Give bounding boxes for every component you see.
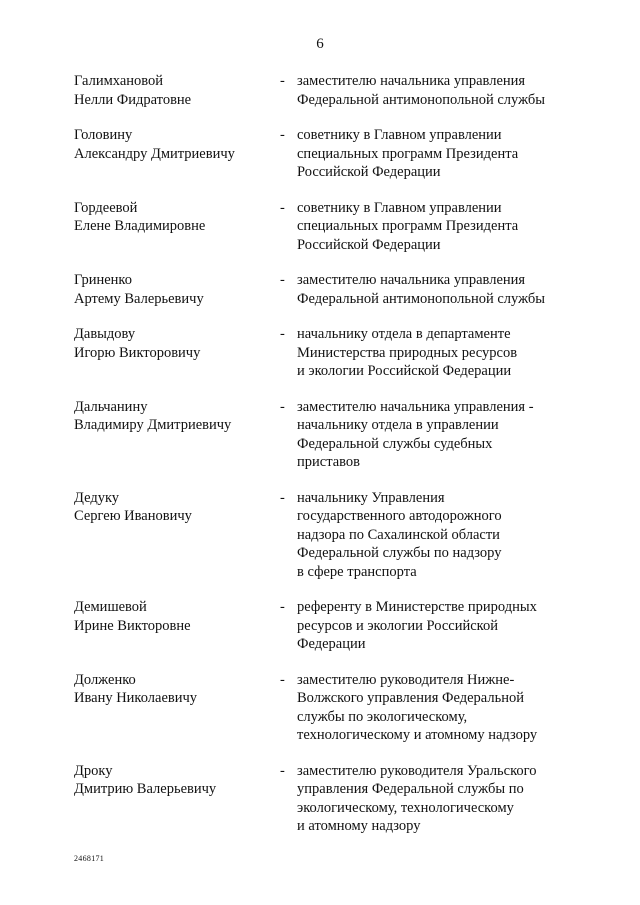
position-title [297,126,577,182]
list-item [74,671,574,745]
position-title-line: экологическому, технологическому [297,799,514,816]
person-name-line: Головину [74,127,133,143]
position-title-line: советнику в Главном управлении [297,199,502,216]
position-title-line: управления Федеральной службы по [297,781,524,797]
person-name-line: Владимиру Дмитриевичу [74,417,232,433]
dash-separator: - [280,398,285,415]
person-name-line: Долженко [74,671,136,688]
position-title-line: надзора по Сахалинской области [297,526,500,543]
person-name [74,762,274,799]
person-name-line: Дмитрию Валерьевичу [74,781,217,797]
dash-separator: - [280,127,285,143]
dash-separator: - [280,73,285,89]
dash-separator: - [280,272,285,288]
person-name-line: Елене Владимировне [74,218,206,234]
person-name-line: Александру Дмитриевичу [74,145,235,162]
person-name-line: Ирине Викторовне [74,617,191,634]
person-name-line: Галимхановой [74,73,164,89]
position-title [297,762,577,836]
list-item [74,325,574,381]
position-title-line: заместителю начальника управления [297,272,526,288]
list-item [74,199,574,255]
position-title-line: в сфере транспорта [297,563,417,580]
position-title-line: специальных программ Президента [297,218,519,234]
position-title-line: специальных программ Президента [297,145,519,162]
person-name-line: Артему Валерьевичу [74,290,204,307]
position-title [297,72,577,109]
person-name-line: Дроку [74,762,113,779]
position-title [297,598,577,654]
position-title [297,398,577,472]
person-name-line: Нелли Фидратовне [74,91,192,108]
list-item [74,398,574,472]
position-title-line: Федеральной службы по надзору [297,545,502,561]
person-name [74,398,274,435]
position-title-line: Российской Федерации [297,164,441,180]
dash-separator: - [280,199,285,216]
position-title-line: государственного автодорожного [297,508,502,524]
position-title-line: начальнику отдела в управлении [297,417,499,433]
position-title-line: и экологии Российской Федерации [297,363,512,379]
person-name-line: Дедуку [74,489,120,506]
position-title [297,489,577,582]
dash-separator: - [280,326,285,342]
person-name-line: Сергею Ивановичу [74,508,192,524]
position-title [297,671,577,745]
dash-separator: - [280,489,285,506]
person-name-line: Гриненко [74,272,132,288]
position-title-line: заместителю руководителя Нижне- [297,671,515,688]
page-number: 6 [316,36,324,52]
person-name-line: Ивану Николаевичу [74,690,198,706]
person-name [74,671,274,708]
position-title-line: Волжского управления Федеральной [297,690,524,706]
person-name [74,271,274,308]
list-item [74,489,574,582]
position-title-line: Российской Федерации [297,236,441,253]
list-item [74,598,574,654]
position-title-line: Федерации [297,636,366,652]
position-title-line: службы по экологическому, [297,708,468,725]
list-item [74,271,574,308]
position-title-line: референту в Министерстве природных [297,599,537,615]
person-name [74,489,274,526]
position-title-line: начальнику отдела в департаменте [297,326,511,342]
person-name [74,325,274,362]
position-title-line: заместителю начальника управления - [297,398,534,415]
position-title [297,271,577,308]
position-title-line: и атомному надзору [297,818,421,834]
position-title-line: заместителю руководителя Уральского [297,762,537,779]
person-name-line: Игорю Викторовичу [74,344,201,361]
person-name-line: Дальчанину [74,398,148,415]
person-name [74,199,274,236]
list-item [74,762,574,836]
position-title-line: приставов [297,454,360,470]
person-name-line: Демишевой [74,599,147,615]
list-item [74,72,574,109]
position-title-line: ресурсов и экологии Российской [297,617,498,634]
dash-separator: - [280,762,285,779]
position-title-line: Министерства природных ресурсов [297,344,518,361]
person-name [74,126,274,163]
person-name-line: Давыдову [74,326,136,342]
position-title-line: Федеральной службы судебных [297,435,493,452]
position-title-line: заместителю начальника управления [297,73,526,89]
position-title-line: Федеральной антимонопольной службы [297,91,546,108]
appointment-list [74,72,574,836]
person-name-line: Гордеевой [74,199,138,216]
person-name [74,598,274,635]
dash-separator: - [280,599,285,615]
position-title [297,199,577,255]
position-title-line: советнику в Главном управлении [297,127,502,143]
position-title [297,325,577,381]
position-title-line: начальнику Управления [297,489,445,506]
dash-separator: - [280,671,285,688]
person-name [74,72,274,109]
position-title-line: Федеральной антимонопольной службы [297,290,546,307]
position-title-line: технологическому и атомному надзору [297,727,538,743]
list-item [74,126,574,182]
document-code: 2468171 [74,854,105,863]
